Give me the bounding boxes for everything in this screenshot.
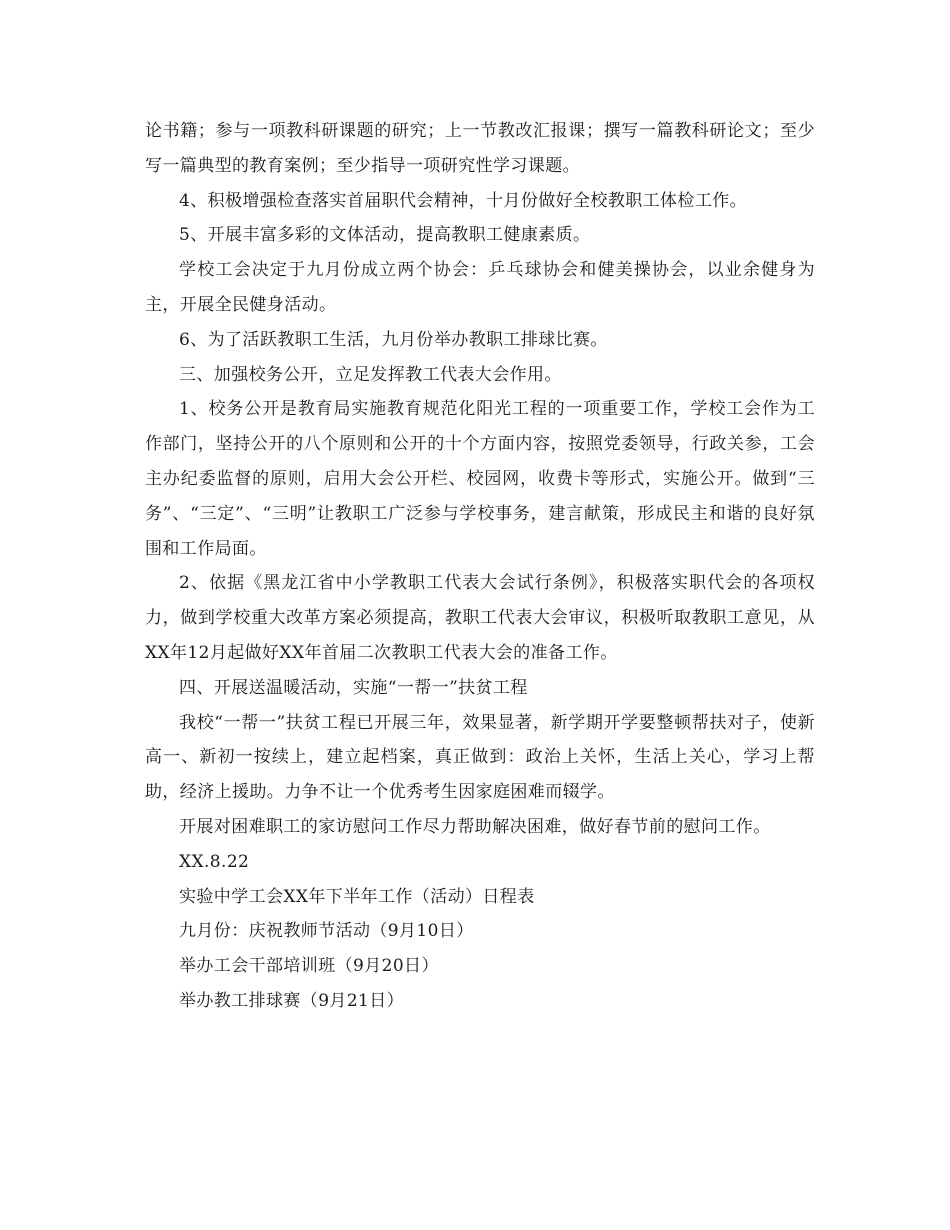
paragraph-10: 开展对困难职工的家访慰问工作尽力帮助解决困难，做好春节前的慰问工作。: [179, 816, 771, 837]
paragraph-2: 5、开展丰富多彩的文体活动，提高教职工健康素质。: [179, 225, 591, 246]
document-body: [145, 114, 815, 1019]
schedule-item-2: 举办教工排球赛（9月21日）: [179, 990, 405, 1011]
paragraph-0: 论书籍；参与一项教科研课题的研究；上一节教改汇报课；撰写一篇教科研论文；至少写一篇典型的教育案例；至少指导一项研究性学习课题。: [145, 121, 815, 176]
schedule-title: 实验中学工会XX年下半年工作（活动）日程表: [179, 886, 535, 907]
section-heading-4: 四、开展送温暖活动，实施“一帮一”扶贫工程: [179, 677, 528, 698]
paragraph-7: 2、依据《黑龙江省中小学教职工代表大会试行条例》，积极落实职代会的各项权力，做到学校重大改革方案必须提高，教职工代表大会审议，积极听取教职工意见，从XX年12月起做好XX年首届二次教职工代表大会的准备工作。: [145, 573, 815, 663]
paragraph-3: 学校工会决定于九月份成立两个协会：乒乓球协会和健美操协会，以业余健身为主，开展全民健身活动。: [145, 260, 815, 315]
paragraph-6: 1、校务公开是教育局实施教育规范化阳光工程的一项重要工作，学校工会作为工作部门，坚持公开的八个原则和公开的十个方面内容，按照党委领导，行政关参，工会主办纪委监督的原则，启用大会公开栏、校园网，收费卡等形式，实施公开。做到“三务”、“三定”、“三明”让教职工广泛参与学校事务，建言献策，形成民主和谐的良好氛围和工作局面。: [145, 399, 815, 559]
schedule-item-1: 举办工会干部培训班（9月20日）: [179, 956, 439, 977]
paragraph-1: 4、积极增强检查落实首届职代会精神，十月份做好全校教职工体检工作。: [179, 190, 748, 211]
section-heading-3: 三、加强校务公开，立足发挥教工代表大会作用。: [179, 364, 562, 385]
paragraph-9: 我校“一帮一”扶贫工程已开展三年，效果显著，新学期开学要整顿帮扶对子，使新高一、新初一按续上，建立起档案，真正做到：政治上关怀，生活上关心，学习上帮助，经济上援助。力争不让一个优秀考生因家庭困难而辍学。: [145, 712, 815, 803]
schedule-item-0: 九月份：庆祝教师节活动（9月10日）: [179, 921, 474, 942]
date-line: XX.8.22: [179, 851, 250, 872]
paragraph-4: 6、为了活跃教职工生活，九月份举办教职工排球比赛。: [179, 329, 608, 350]
